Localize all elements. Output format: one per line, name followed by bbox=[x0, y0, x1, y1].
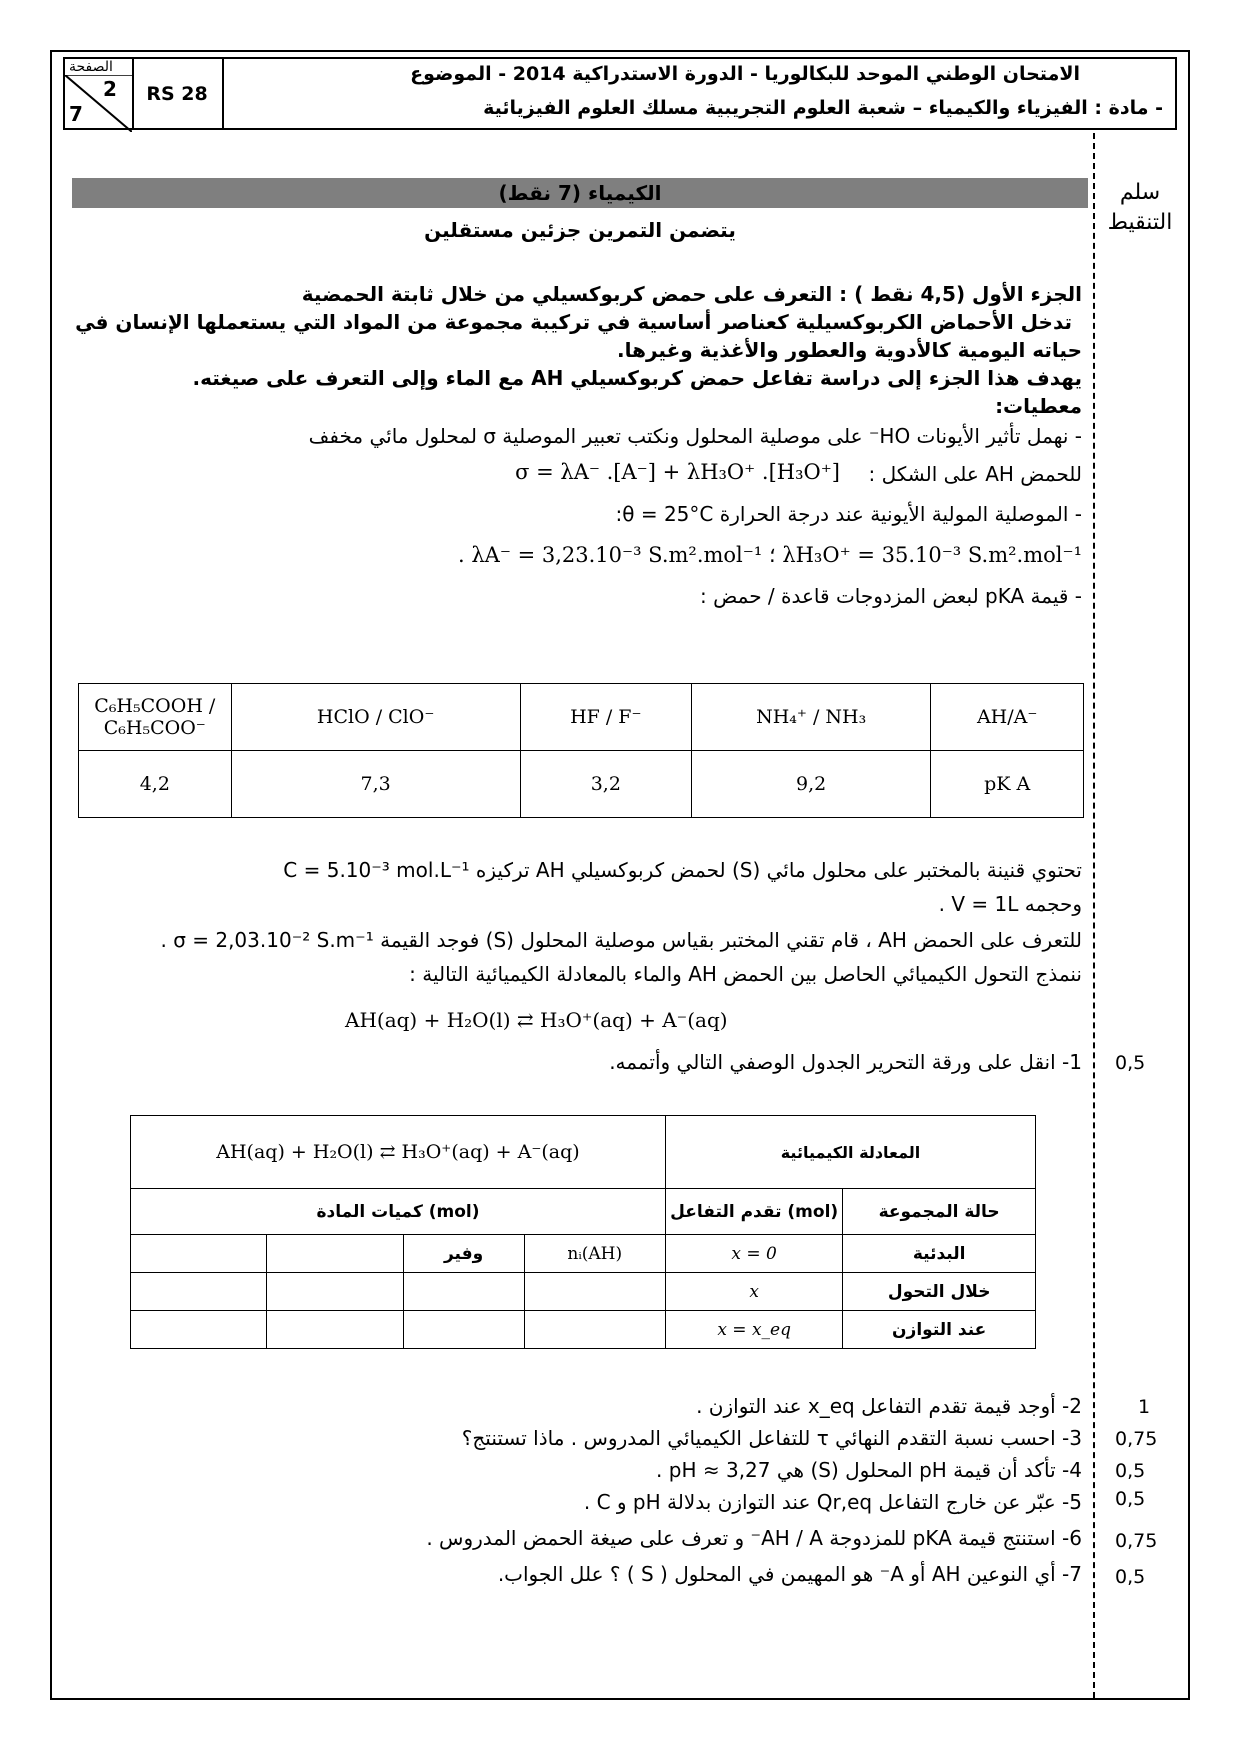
adv-progress-cell: x bbox=[666, 1273, 843, 1311]
conductivity-formula: σ = λA⁻ .[A⁻] + λH₃O⁺ .[H₃O⁺] bbox=[515, 460, 840, 484]
part1-intro-line2: حياته اليومية كالأدوية والعطور والأغذية وغيرها. bbox=[617, 338, 1082, 362]
adv-cell bbox=[267, 1311, 403, 1349]
header-line-1: الامتحان الوطني الموحد للبكالوريا - الدورة الاستدراكية 2014 - الموضوع bbox=[410, 63, 1080, 85]
adv-cell bbox=[403, 1311, 524, 1349]
page-number-box bbox=[65, 59, 134, 128]
question-4: 4- تأكد أن قيمة pH المحلول (S) هي pH ≈ 3,27 . bbox=[656, 1458, 1082, 1482]
adv-cell bbox=[524, 1273, 665, 1311]
adv-cell: nᵢ(AH) bbox=[524, 1235, 665, 1273]
score-q4: 0,5 bbox=[1115, 1460, 1146, 1482]
exam-header bbox=[63, 57, 1177, 130]
adv-cell: وفير bbox=[403, 1235, 524, 1273]
adv-state-cell: عند التوازن bbox=[843, 1311, 1036, 1349]
score-q1: 0,5 bbox=[1115, 1052, 1146, 1074]
question-3: 3- احسب نسبة التقدم النهائي τ للتفاعل الكيميائي المدروس . ماذا تستنتج؟ bbox=[461, 1426, 1082, 1450]
adv-state-cell: البدئية bbox=[843, 1235, 1036, 1273]
advancement-table bbox=[130, 1115, 1036, 1349]
adv-progress-cell: x = 0 bbox=[666, 1235, 843, 1273]
score-q3: 0,75 bbox=[1115, 1428, 1158, 1450]
data-item-2: - الموصلية المولية الأيونية عند درجة الحرارة θ = 25°C: bbox=[615, 502, 1082, 526]
score-q6: 0,75 bbox=[1115, 1530, 1158, 1552]
score-q5: 0,5 bbox=[1115, 1488, 1146, 1510]
adv-equation-row bbox=[131, 1116, 1036, 1189]
adv-cell bbox=[131, 1311, 267, 1349]
part1-aim: يهدف هذا الجزء إلى دراسة تفاعل حمض كربوكسيلي AH مع الماء وإلى التعرف على صيغته. bbox=[192, 366, 1082, 390]
question-7: 7- أي النوعين AH أو A⁻ هو المهيمن في المحلول ( S ) ؟ علل الجواب. bbox=[497, 1562, 1082, 1586]
reaction-equation: AH(aq) + H₂O(l) ⇄ H₃O⁺(aq) + A⁻(aq) bbox=[345, 1008, 728, 1032]
body-paragraph-3: ننمذج التحول الكيميائي الحاصل بين الحمض AH والماء بالمعادلة الكيميائية التالية : bbox=[409, 962, 1082, 986]
pka-header-cell: NH₄⁺ / NH₃ bbox=[691, 684, 930, 751]
data-title: معطيات: bbox=[995, 394, 1082, 418]
adv-row-initial bbox=[131, 1235, 1036, 1273]
adv-row-equilibrium bbox=[131, 1311, 1036, 1349]
section-subtitle: يتضمن التمرين جزئين مستقلين bbox=[424, 218, 736, 242]
pka-value-cell: 3,2 bbox=[520, 751, 691, 818]
score-column-title: سلم التنقيط bbox=[1107, 180, 1173, 235]
adv-state-cell: خلال التحول bbox=[843, 1273, 1036, 1311]
adv-cell bbox=[267, 1273, 403, 1311]
adv-progress-label: تقدم التفاعل (mol) bbox=[666, 1189, 843, 1235]
part1-title: الجزء الأول (4,5 نقط ) : التعرف على حمض كربوكسيلي من خلال ثابتة الحمضية bbox=[301, 282, 1082, 306]
adv-cell bbox=[131, 1273, 267, 1311]
data-item-1b: للحمض AH على الشكل : bbox=[868, 462, 1082, 486]
part1-intro-line1: تدخل الأحماض الكربوكسيلية كعناصر أساسية في تركيبة مجموعة من المواد التي يستعملها الإنسان في bbox=[75, 310, 1072, 334]
pka-value-cell: 7,3 bbox=[231, 751, 520, 818]
body-paragraph-1a: تحتوي قنينة بالمختبر على محلول مائي (S) لحمض كربوكسيلي AH تركيزه C = 5.10⁻³ mol.L⁻¹ bbox=[283, 858, 1082, 882]
adv-equation-formula: AH(aq) + H₂O(l) ⇄ H₃O⁺(aq) + A⁻(aq) bbox=[131, 1116, 666, 1189]
score-column-divider bbox=[1093, 133, 1095, 1698]
pka-header-cell: C₆H₅COOH / C₆H₅COO⁻ bbox=[79, 684, 232, 751]
adv-quantities-label: كميات المادة (mol) bbox=[131, 1189, 666, 1235]
data-item-1a: - نهمل تأثير الأيونات HO⁻ على موصلية المحلول ونكتب تعبير الموصلية σ لمحلول مائي مخفف bbox=[308, 424, 1082, 448]
pka-table-value-row bbox=[79, 751, 1084, 818]
pka-row-label: pK A bbox=[931, 751, 1084, 818]
adv-progress-cell: x = x_eq bbox=[666, 1311, 843, 1349]
pka-value-cell: 4,2 bbox=[79, 751, 232, 818]
page-number: 2 bbox=[103, 77, 117, 101]
section-title: الكيمياء (7 نقط) bbox=[72, 178, 1088, 208]
adv-cell bbox=[131, 1235, 267, 1273]
molar-conductivity-values: λH₃O⁺ = 35.10⁻³ S.m².mol⁻¹ ؛ λA⁻ = 3,23.10⁻³ S.m².mol⁻¹ . bbox=[457, 543, 1082, 567]
pka-value-cell: 9,2 bbox=[691, 751, 930, 818]
adv-row-during bbox=[131, 1273, 1036, 1311]
question-5: 5- عبّر عن خارج التفاعل Qr,eq عند التوازن بدلالة pH و C . bbox=[583, 1490, 1082, 1514]
question-2: 2- أوجد قيمة تقدم التفاعل x_eq عند التوازن . bbox=[696, 1394, 1082, 1418]
score-q7: 0,5 bbox=[1115, 1566, 1146, 1588]
question-1: 1- انقل على ورقة التحرير الجدول الوصفي التالي وأتممه. bbox=[609, 1050, 1082, 1074]
page-total: 7 bbox=[69, 102, 83, 126]
pka-header-cell: AH/A⁻ bbox=[931, 684, 1084, 751]
adv-state-label: حالة المجموعة bbox=[843, 1189, 1036, 1235]
pka-table-header-row bbox=[79, 684, 1084, 751]
body-paragraph-2: للتعرف على الحمض AH ، قام تقني المختبر بقياس موصلية المحلول (S) فوجد القيمة σ = 2,03.10⁻² S.m⁻¹ . bbox=[160, 928, 1082, 952]
page-label: الصفحة bbox=[69, 59, 113, 75]
adv-equation-label: المعادلة الكيميائية bbox=[666, 1116, 1036, 1189]
question-6: 6- استنتج قيمة pKA للمزدوجة AH / A⁻ و تعرف على صيغة الحمض المدروس . bbox=[426, 1526, 1082, 1550]
adv-cell bbox=[403, 1273, 524, 1311]
score-q2: 1 bbox=[1138, 1396, 1151, 1418]
header-line-2: - مادة : الفيزياء والكيمياء – شعبة العلوم التجريبية مسلك العلوم الفيزيائية bbox=[483, 97, 1163, 119]
pka-header-cell: HF / F⁻ bbox=[520, 684, 691, 751]
pka-table bbox=[78, 683, 1084, 818]
adv-cell bbox=[267, 1235, 403, 1273]
exam-code: RS 28 bbox=[132, 59, 224, 128]
adv-cell bbox=[524, 1311, 665, 1349]
adv-header-row bbox=[131, 1189, 1036, 1235]
data-item-3: - قيمة pKA لبعض المزدوجات قاعدة / حمض : bbox=[700, 584, 1082, 608]
body-paragraph-1b: وحجمه V = 1L . bbox=[938, 892, 1082, 916]
pka-header-cell: HClO / ClO⁻ bbox=[231, 684, 520, 751]
